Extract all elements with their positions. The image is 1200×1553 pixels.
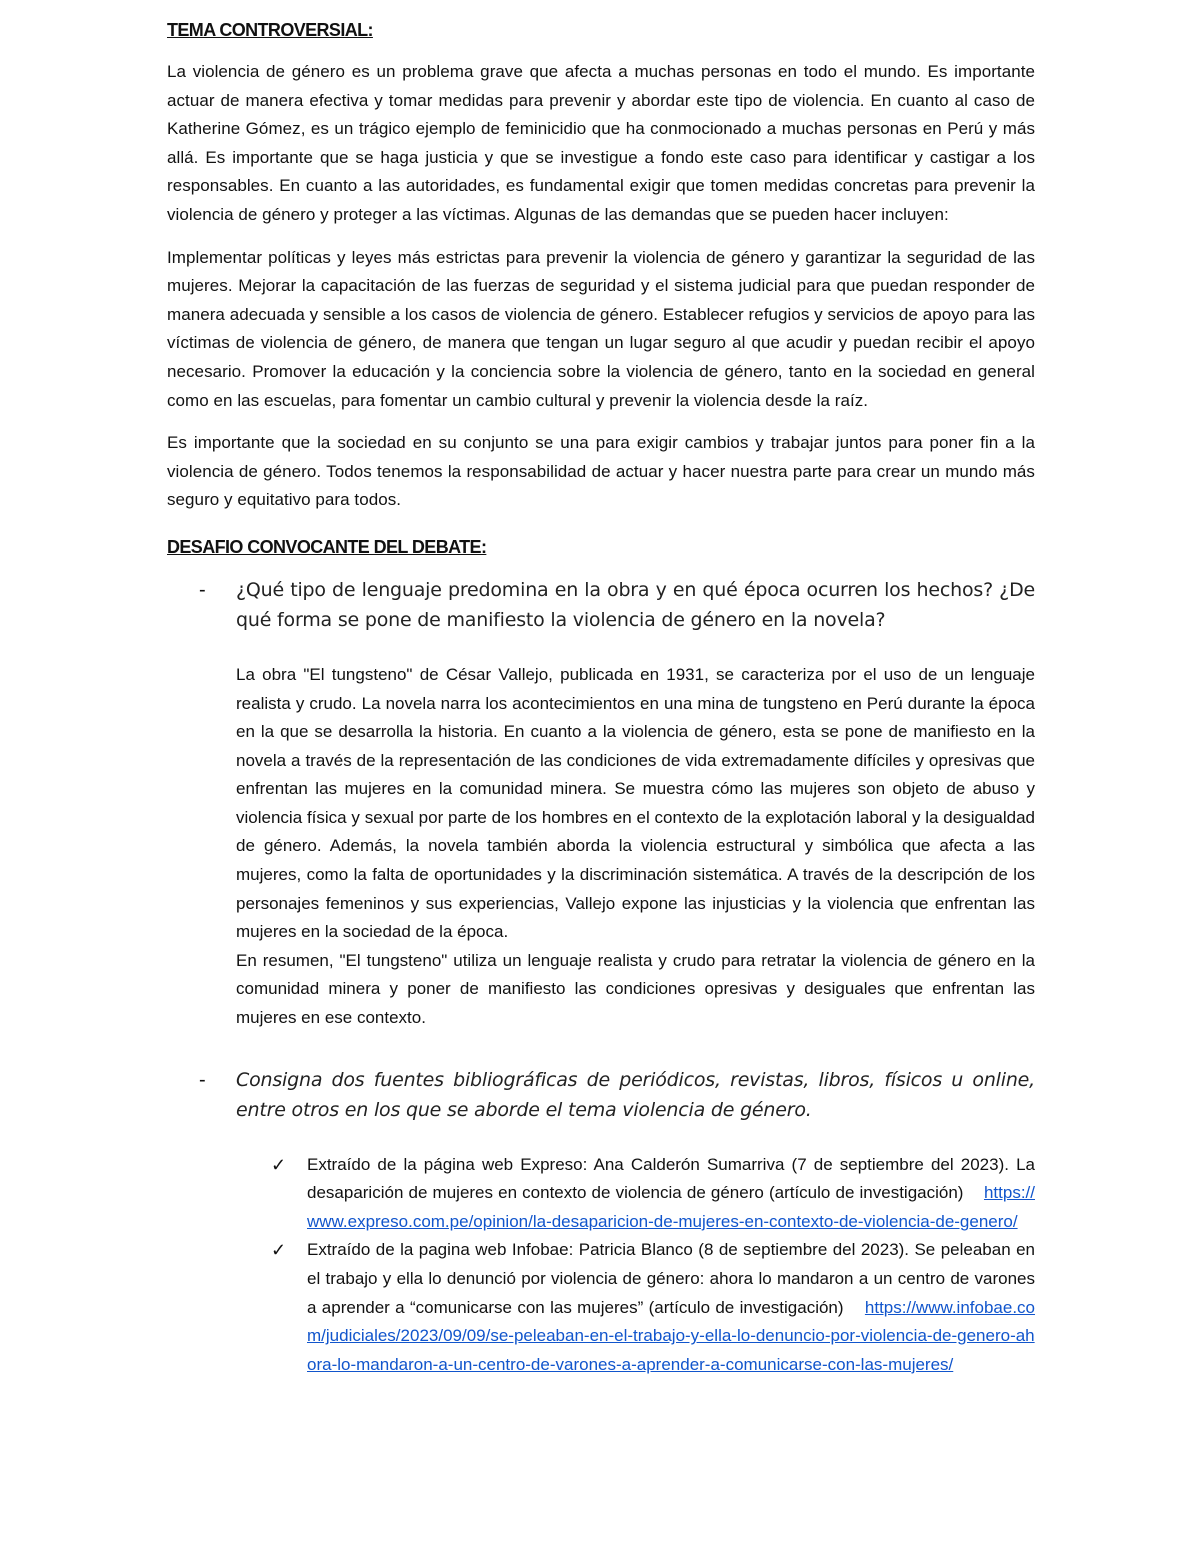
reference-link[interactable]: https://www.expreso.com.pe/opinion/la-desaparicion-de-mujeres-en-contexto-de-violencia-de-genero/: [307, 1183, 1035, 1231]
question-list: [167, 575, 1035, 1125]
paragraph-demands: Implementar políticas y leyes más estrictas para prevenir la violencia de género y garantizar la seguridad de las mujeres. Mejorar la capacitación de las fuerzas de seguridad y el sistema judicial para que puedan responder de manera adecuada y sensible a los casos de violencia de género. Establecer refugios y servicios de apoyo para las víctimas de violencia de género, de manera que tengan un lugar seguro al que acudir y puedan recibir el apoyo necesario. Promover la educación y la conciencia sobre la violencia de género, tanto en la sociedad en general como en las escuelas, para fomentar un cambio cultural y prevenir la violencia desde la raíz.: [167, 247, 1035, 410]
checkmark-icon: ✓: [271, 1240, 287, 1261]
document-page: [167, 16, 1035, 1379]
dash-bullet: -: [199, 1068, 206, 1091]
list-item: [167, 1065, 1035, 1125]
list-item: [167, 575, 1035, 1033]
section-heading-desafio: DESAFIO CONVOCANTE DEL DEBATE:: [167, 536, 487, 557]
answer-1-paragraph-2: En resumen, "El tungsteno" utiliza un lenguaje realista y crudo para retratar la violencia de género en la comunidad minera y poner de manifiesto las condiciones opresivas y desiguales que enfrentan las mujeres en ese contexto.: [236, 950, 1035, 1028]
reference-text: Extraído de la página web Expreso: Ana Calderón Sumarriva (7 de septiembre del 2023). La desaparición de mujeres en contexto de violencia de género (artículo de investigación): [307, 1154, 1035, 1203]
question-1: ¿Qué tipo de lenguaje predomina en la obra y en qué época ocurren los hechos? ¿De qué forma se pone de manifiesto la violencia de género en la novela?: [236, 578, 1035, 631]
checkmark-icon: ✓: [271, 1154, 287, 1175]
reference-list: [167, 1151, 1035, 1380]
answer-1-paragraph-1: La obra "El tungsteno" de César Vallejo, publicada en 1931, se caracteriza por el uso de un lenguaje realista y crudo. La novela narra los acontecimientos en una mina de tungsteno en Perú durante la época en la que se desarrolla la historia. En cuanto a la violencia de género, esta se pone de manifiesto en la novela a través de la representación de las condiciones de vida extremadamente difíciles y opresivas que enfrentan las mujeres en la comunidad minera. Se muestra cómo las mujeres son objeto de abuso y violencia física y sexual por parte de los hombres en el contexto de la explotación laboral y la desigualdad de género. Además, la novela también aborda la violencia estructural y simbólica que afecta a las mujeres, como la falta de oportunidades y la discriminación sistemática. A través de la descripción de los personajes femeninos y sus experiencias, Vallejo expone las injusticias y la violencia que enfrentan las mujeres en la sociedad de la época.: [236, 664, 1035, 942]
reference-text: Extraído de la pagina web Infobae: Patricia Blanco (8 de septiembre del 2023). Se peleaban en el trabajo y ella lo denunció por violencia de género: ahora lo mandaron a un centro de varones a aprender a “comunicarse con las mujeres” (artículo de investigación): [307, 1240, 1035, 1317]
question-2: Consigna dos fuentes bibliográficas de periódicos, revistas, libros, físicos u online, entre otros en los que se aborde el tema violencia de género.: [236, 1068, 1035, 1121]
paragraph-intro: La violencia de género es un problema grave que afecta a muchas personas en todo el mundo. Es importante actuar de manera efectiva y tomar medidas para prevenir y abordar este tipo de violencia. En cuanto al caso de Katherine Gómez, es un trágico ejemplo de feminicidio que ha conmocionado a muchas personas en Perú y más allá. Es importante que se haga justicia y que se investigue a fondo este caso para identificar y castigar a los responsables. En cuanto a las autoridades, es fundamental exigir que tomen medidas concretas para prevenir la violencia de género y proteger a las víctimas. Algunas de las demandas que se pueden hacer incluyen:: [167, 62, 1035, 224]
dash-bullet: -: [199, 578, 206, 601]
section-heading-tema: TEMA CONTROVERSIAL:: [167, 20, 373, 40]
reference-item: [167, 1151, 1035, 1237]
reference-item: [167, 1236, 1035, 1379]
reference-link[interactable]: https://www.infobae.com/judiciales/2023/09/09/se-peleaban-en-el-trabajo-y-ella-lo-denuncio-por-violencia-de-genero-ahora-lo-mandaron-a-un-centro-de-varones-a-aprender-a-comunicarse-con-las-mujeres/: [307, 1297, 1035, 1374]
paragraph-conclusion: Es importante que la sociedad en su conjunto se una para exigir cambios y trabajar juntos para poner fin a la violencia de género. Todos tenemos la responsabilidad de actuar y hacer nuestra parte para crear un mundo más seguro y equitativo para todos.: [167, 433, 1035, 510]
